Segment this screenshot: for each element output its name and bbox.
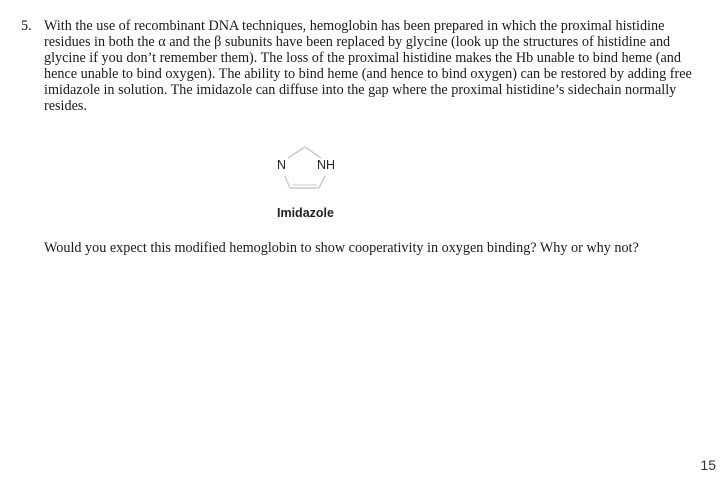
imidazole-ring-icon	[271, 146, 347, 206]
question-number: 5.	[21, 18, 32, 34]
followup-question: Would you expect this modified hemoglobin to show cooperativity in oxygen binding? Why or why not?	[44, 240, 639, 256]
atom-label-nh: NH	[317, 158, 336, 172]
figure-caption: Imidazole	[277, 206, 334, 220]
question-paragraph: With the use of recombinant DNA techniques, hemoglobin has been prepared in which the proximal histidine residues in both the α and the β subunits have been replaced by glycine (look up the structures of histidine and glycine if you don’t remember them). The loss of the proximal histidine makes the Hb unable to bind heme (and hence unable to bind oxygen). The ability to bind heme (and hence to bind oxygen) can be restored by adding free imidazole in solution. The imidazole can diffuse into the gap where the proximal histidine’s sidechain normally resides.	[44, 18, 692, 114]
atom-label-n: N	[277, 158, 287, 172]
question-text	[44, 18, 696, 114]
page-number: 15	[700, 457, 716, 473]
